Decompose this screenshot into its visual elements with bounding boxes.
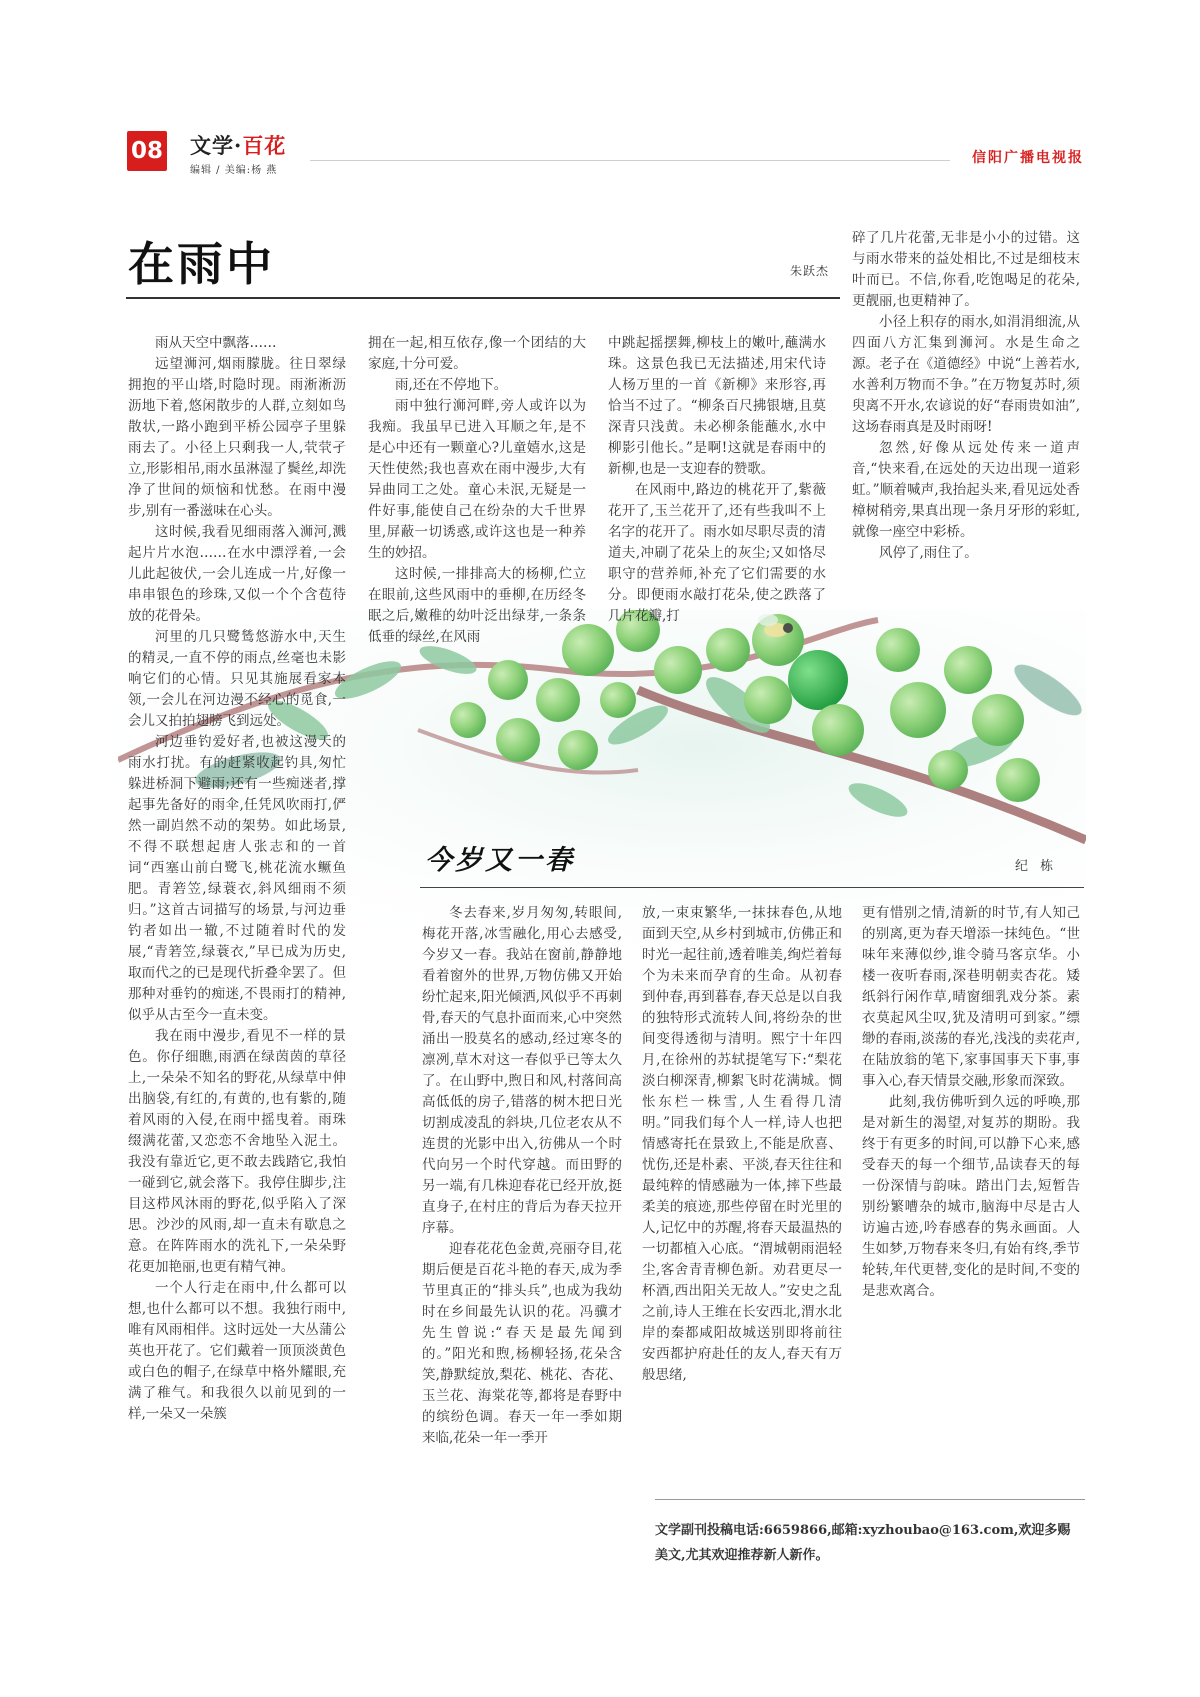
section-title — [190, 130, 286, 160]
section-title-accent: 百花 — [242, 133, 287, 158]
article-title-rule — [420, 887, 1084, 888]
paragraph: 小径上积存的雨水,如涓涓细流,从四面八方汇集到浉河。水是生命之源。老子在《道德经》中说“上善若水,水善利万物而不争。”在万物复苏时,须臾离不开水,农谚说的好“春雨贵如油”,这场春雨真是及时雨呀! — [852, 314, 1080, 435]
paragraph: 迎春花花色金黄,亮丽夺目,花期后便是百花斗艳的春天,成为季节里真正的“排头兵”,也成为我幼时在乡间最先认识的花。冯骥才先生曾说:“春天是最先闻到的。”阳光和煦,杨柳轻扬,花朵含笑,静默绽放,梨花、桃花、杏花、玉兰花、海棠花等,都将是春野中的缤纷色调。春天一年一季如期来临,花朵一年一季开 — [422, 1241, 622, 1446]
paragraph: 雨从天空中飘落…… — [155, 335, 277, 351]
page-number-badge: 08 — [127, 131, 167, 171]
header-divider — [310, 160, 950, 161]
paragraph: 放,一束束繁华,一抹抹春色,从地面到天空,从乡村到城市,仿佛正和时光一起往前,透着唯美,绚烂着每个为未来而孕育的生命。从初春到仲春,再到暮春,春天总是以自我的独特形式流转人间,将纷杂的世间变得透彻与清明。熙宁十年四月,在徐州的苏轼提笔写下:“梨花淡白柳深青,柳絮飞时花满城。惆怅东栏一株雪,人生看得几清明。”同我们每个人一样,诗人也把情感寄托在景致上,不能是欣喜、忧伤,还是朴素、平淡,春天往往和最纯粹的情感融为一体,摔下些最柔美的痕迹,那些停留在时光里的人,记忆中的苏醒,将春天最温热的一切都植入心底。“渭城朝雨浥轻尘,客舍青青柳色新。劝君更尽一杯酒,西出阳关无故人。”安史之乱之前,诗人王维在长安西北,渭水北岸的秦都咸阳故城送别即将前往安西都护府赴任的友人,春天有万般思绪, — [642, 905, 842, 1383]
paragraph: 雨,还在不停地下。 — [395, 377, 508, 393]
article1-column-4 — [852, 228, 1080, 648]
article2-column-3 — [862, 903, 1080, 1443]
paragraph: 河边垂钓爱好者,也被这漫天的雨水打扰。有的赶紧收起钓具,匆忙躲进桥洞下避雨;还有一些痴迷者,撑起事先备好的雨伞,任凭风吹雨打,俨然一副岿然不动的架势。如此场景,不得不联想起唐人张志和的一首词“西塞山前白鹭飞,桃花流水鳜鱼肥。青箬笠,绿蓑衣,斜风细雨不须归。”这首古词描写的场景,与河边垂钓者如出一辙,不过随着时代的发展,“青箬笠,绿蓑衣,”早已成为历史,取而代之的已是现代折叠伞罢了。但那种对垂钓的痴迷,不畏雨打的精神,似乎从古至今一直未变。 — [128, 734, 346, 1023]
paragraph: 这时候,一排排高大的杨柳,伫立在眼前,这些风雨中的垂柳,在历经冬眠之后,嫩稚的幼叶泛出绿芽,一条条低垂的绿丝,在风雨 — [368, 566, 586, 645]
article-author: 朱跃杰 — [790, 264, 830, 278]
paragraph: 一个人行走在雨中,什么都可以想,也什么都可以不想。我独行雨中,唯有风雨相伴。这时远处一大丛蒲公英也开花了。它们戴着一顶顶淡黄色或白色的帽子,在绿草中格外耀眼,充满了稚气。和我很久以前见到的一样,一朵又一朵簇 — [128, 1280, 346, 1422]
paragraph: 在风雨中,路边的桃花开了,紫薇花开了,玉兰花开了,还有些我叫不上名字的花开了。雨水如尽职尽责的清道夫,冲刷了花朵上的灰尘;又如恪尽职守的营养师,补充了它们需要的水分。即便雨水敲打花朵,使之跌落了几片花瓣,打 — [608, 482, 826, 624]
paragraph: 风停了,雨住了。 — [879, 545, 978, 561]
article1-column-3 — [608, 333, 826, 653]
paragraph: 拥在一起,相互依存,像一个团结的大家庭,十分可爱。 — [368, 335, 586, 372]
paragraph: 雨中独行浉河畔,旁人或许以为我痴。我虽早已进入耳顺之年,是不是心中还有一颗童心?儿童嬉水,这是天性使然;我也喜欢在雨中漫步,大有异曲同工之处。童心未泯,无疑是一件好事,能使自己在纷杂的大千世界里,屏蔽一切诱惑,或许这也是一种养生的妙招。 — [368, 398, 586, 561]
article1-column-1 — [128, 333, 346, 1463]
section-title-separator: · — [234, 133, 243, 158]
article2-column-2 — [642, 903, 842, 1483]
article-author: 纪 栋 — [1015, 859, 1058, 874]
paragraph: 更有惜别之情,清新的时节,有人知己的别离,更为春天增添一抹纯色。“世味年来薄似纱,谁令骑马客京华。小楼一夜听春雨,深巷明朝卖杏花。矮纸斜行闲作草,晴窗细乳戏分茶。素衣莫起风尘叹,犹及清明可到家。”缥缈的春雨,淡荡的春光,浅浅的卖花声,在陆放翁的笔下,家事国事天下事,事事入心,春天情景交融,形象而深致。 — [862, 905, 1080, 1089]
article-title-rule — [126, 297, 840, 299]
article-title: 在雨中 — [128, 237, 275, 291]
paragraph: 这时候,我看见细雨落入浉河,溅起片片水泡……在水中漂浮着,一会儿此起彼伏,一会儿连成一片,好像一串串银色的珍珠,又似一个个含苞待放的花骨朵。 — [128, 524, 346, 624]
paragraph: 忽然,好像从远处传来一道声音,“快来看,在远处的天边出现一道彩虹。”顺着喊声,我抬起头来,看见远处香樟树稍旁,果真出现一条月牙形的彩虹,就像一座空中彩桥。 — [852, 440, 1080, 540]
paragraph: 此刻,我仿佛听到久远的呼唤,那是对新生的渴望,对复苏的期盼。我终于有更多的时间,可以静下心来,感受春天的每一个细节,品读春天的每一份深情与韵味。踏出门去,短暂告别纷繁嘈杂的城市,脑海中尽是古人访遍古迹,吟春感春的隽永画面。人生如梦,万物春来冬归,有始有终,季节轮转,年代更替,变化的是时间,不变的是悲欢离合。 — [862, 1094, 1080, 1299]
newspaper-name: 信阳广播电视报 — [972, 150, 1084, 166]
article-title: 今岁又一春 — [425, 845, 575, 876]
article2-column-1 — [422, 903, 622, 1483]
paragraph: 碎了几片花蕾,无非是小小的过错。这与雨水带来的益处相比,不过是细枝末叶而已。不信,你看,吃饱喝足的花朵,更靓丽,也更精神了。 — [852, 230, 1080, 309]
paragraph: 冬去春来,岁月匆匆,转眼间,梅花开落,冰雪融化,用心去感受,今岁又一春。我站在窗前,静静地看着窗外的世界,万物仿佛又开始纷忙起来,阳光倾洒,风似乎不再刺骨,春天的气息扑面而来,心中突然涌出一股莫名的感动,经过寒冬的凛冽,草木对这一春似乎已等太久了。在山野中,煦日和风,村落间高高低低的房子,错落的树木把日光切割成凌乱的斜块,几位老农从不连贯的光影中出入,彷佛从一个时代向另一个时代穿越。而田野的另一端,有几株迎春花已经开放,挺直身子,在村庄的背后为春天拉开序幕。 — [422, 905, 622, 1236]
editor-credit: 编辑 / 美编:杨 燕 — [190, 165, 278, 176]
submission-note: 文学副刊投稿电话:6659866,邮箱:xyzhoubao@163.com,欢迎多赐美文,尤其欢迎推荐新人新作。 — [655, 1523, 1071, 1563]
paragraph: 中跳起摇摆舞,柳枝上的嫩叶,蘸满水珠。这景色我已无法描述,用宋代诗人杨万里的一首《新柳》来形容,再恰当不过了。“柳条百尺拂银塘,且莫深青只浅黄。未必柳条能蘸水,水中柳影引他长。”是啊!这就是春雨中的新柳,也是一支迎春的赞歌。 — [608, 335, 826, 477]
paragraph: 远望浉河,烟雨朦胧。往日翠绿拥抱的平山塔,时隐时现。雨淅淅沥沥地下着,悠闲散步的人群,立刻如鸟散状,一路小跑到平桥公园亭子里躲雨去了。小径上只剩我一人,茕茕孑立,形影相吊,雨水虽淋湿了鬓丝,却洗净了世间的烦恼和忧愁。在雨中漫步,别有一番滋味在心头。 — [128, 356, 346, 519]
footer-divider — [655, 1499, 1085, 1500]
section-title-main: 文学 — [190, 133, 234, 158]
article1-column-2 — [368, 333, 586, 653]
paragraph: 我在雨中漫步,看见不一样的景色。你仔细瞧,雨洒在绿茵茵的草径上,一朵朵不知名的野花,从绿草中伸出脑袋,有红的,有黄的,也有紫的,随着风雨的入侵,在雨中摇曳着。雨珠缀满花蕾,又恋恋不舍地坠入泥土。我没有靠近它,更不敢去践踏它,我怕一碰到它,就会落下。我停住脚步,注目这栉风沐雨的野花,似乎陷入了深思。沙沙的风雨,却一直未有歇息之意。在阵阵雨水的洗礼下,一朵朵野花更加艳丽,也更有精气神。 — [128, 1028, 346, 1275]
paragraph: 河里的几只鹭鸶悠游水中,天生的精灵,一直不停的雨点,丝毫也未影响它们的心情。只见其施展看家本领,一会儿在河边漫不经心的觅食,一会儿又拍拍翅膀飞到远处。 — [128, 629, 346, 729]
